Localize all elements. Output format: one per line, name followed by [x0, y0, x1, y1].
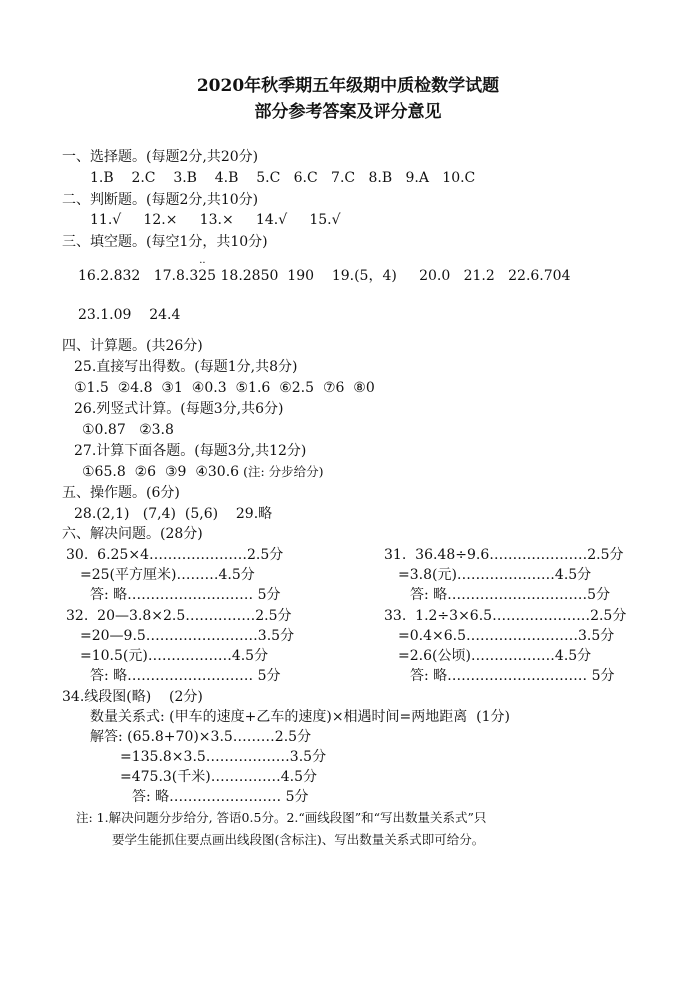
q34-line-1: 解答: (65.8+70)×3.5………2.5分: [90, 729, 312, 745]
q34-line-2: =135.8×3.5………………3.5分: [120, 749, 327, 765]
repeating-decimal: [198, 258, 217, 284]
q30-line-3: 答: 略……………………… 5分: [90, 587, 281, 603]
q32-line-3: =10.5(元)………………4.5分: [80, 648, 269, 664]
q26-heading: 26.列竖式计算。(每题3分,共6分): [74, 401, 284, 417]
q32-line-2: =20—9.5……………………3.5分: [80, 628, 295, 644]
q31-line-1: 31. 36.48÷9.6…………………2.5分: [384, 547, 624, 563]
note-line-1: 注: 1.解决问题分步给分, 答语0.5分。2.“画线段图”和“写出数量关系式”只: [76, 810, 487, 825]
section-4-heading: 四、计算题。(共26分): [62, 338, 203, 354]
section-6-heading: 六、解决问题。(28分): [62, 526, 203, 542]
section-3-answers-row-2: 23.1.09 24.4: [78, 307, 181, 323]
q25-heading: 25.直接写出得数。(每题1分,共8分): [74, 359, 298, 375]
page-subtitle: 部分参考答案及评分意见: [254, 102, 442, 122]
q30-line-1: 30. 6.25×4…………………2.5分: [66, 547, 284, 563]
repeat-dots: ··: [199, 258, 206, 269]
q34-heading: 34.线段图(略) (2分): [62, 689, 203, 705]
section-1-heading: 一、选择题。(每题2分,共20分): [62, 149, 259, 165]
section-2-heading: 二、判断题。(每题2分,共10分): [62, 192, 259, 208]
q33-line-1: 33. 1.2÷3×6.5…………………2.5分: [384, 608, 627, 624]
section-2-answers: 11.√ 12.× 13.× 14.√ 15.√: [90, 212, 341, 228]
q32-line-1: 32. 20—3.8×2.5……………2.5分: [66, 608, 292, 624]
q27-heading: 27.计算下面各题。(每题3分,共12分): [74, 443, 307, 459]
q27-answers-line: [82, 465, 324, 479]
answers-16-17: 16.2.832 17.8.3: [78, 268, 199, 284]
q31-line-2: =3.8(元)…………………4.5分: [398, 567, 592, 583]
section-3-answers-row-1: [78, 258, 571, 284]
section-1-answers: 1.B 2.C 3.B 4.B 5.C 6.C 7.C 8.B 9.A 10.C: [90, 170, 476, 186]
q25-answers: ①1.5 ②4.8 ③1 ④0.3 ⑤1.6 ⑥2.5 ⑦6 ⑧0: [74, 380, 375, 396]
section-3-heading: 三、填空题。(每空1分，共10分): [62, 234, 268, 250]
section-5-heading: 五、操作题。(6分): [62, 485, 180, 501]
q34-line-4: 答: 略…………………… 5分: [132, 789, 309, 805]
q31-line-3: 答: 略…………………………5分: [410, 587, 611, 603]
page-title: 2020年秋季期五年级期中质检数学试题: [196, 76, 500, 96]
q27-note: (注: 分步给分): [243, 464, 324, 479]
note-line-2: 要学生能抓住要点画出线段图(含标注)、写出数量关系式即可给分。: [112, 832, 485, 847]
q34-line-3: =475.3(千米)……………4.5分: [120, 769, 317, 785]
q33-line-2: =0.4×6.5……………………3.5分: [398, 628, 615, 644]
answers-18-22: 18.2850 190 19.(5，4) 20.0 21.2 22.6.704: [216, 268, 571, 284]
q33-line-3: =2.6(公顷)………………4.5分: [398, 648, 592, 664]
q34-relation: 数量关系式: (甲车的速度+乙车的速度)×相遇时间=两地距离 (1分): [90, 709, 511, 725]
q33-line-4: 答: 略………………………… 5分: [410, 668, 615, 684]
section-5-answers: 28.(2,1) (7,4) (5,6) 29.略: [74, 506, 273, 522]
q30-line-2: =25(平方厘米)………4.5分: [80, 567, 255, 583]
q27-answers: ①65.8 ②6 ③9 ④30.6: [82, 464, 240, 480]
repeating-digits: 25: [198, 268, 217, 284]
q32-line-4: 答: 略……………………… 5分: [90, 668, 281, 684]
q26-answers: ①0.87 ②3.8: [82, 422, 174, 438]
